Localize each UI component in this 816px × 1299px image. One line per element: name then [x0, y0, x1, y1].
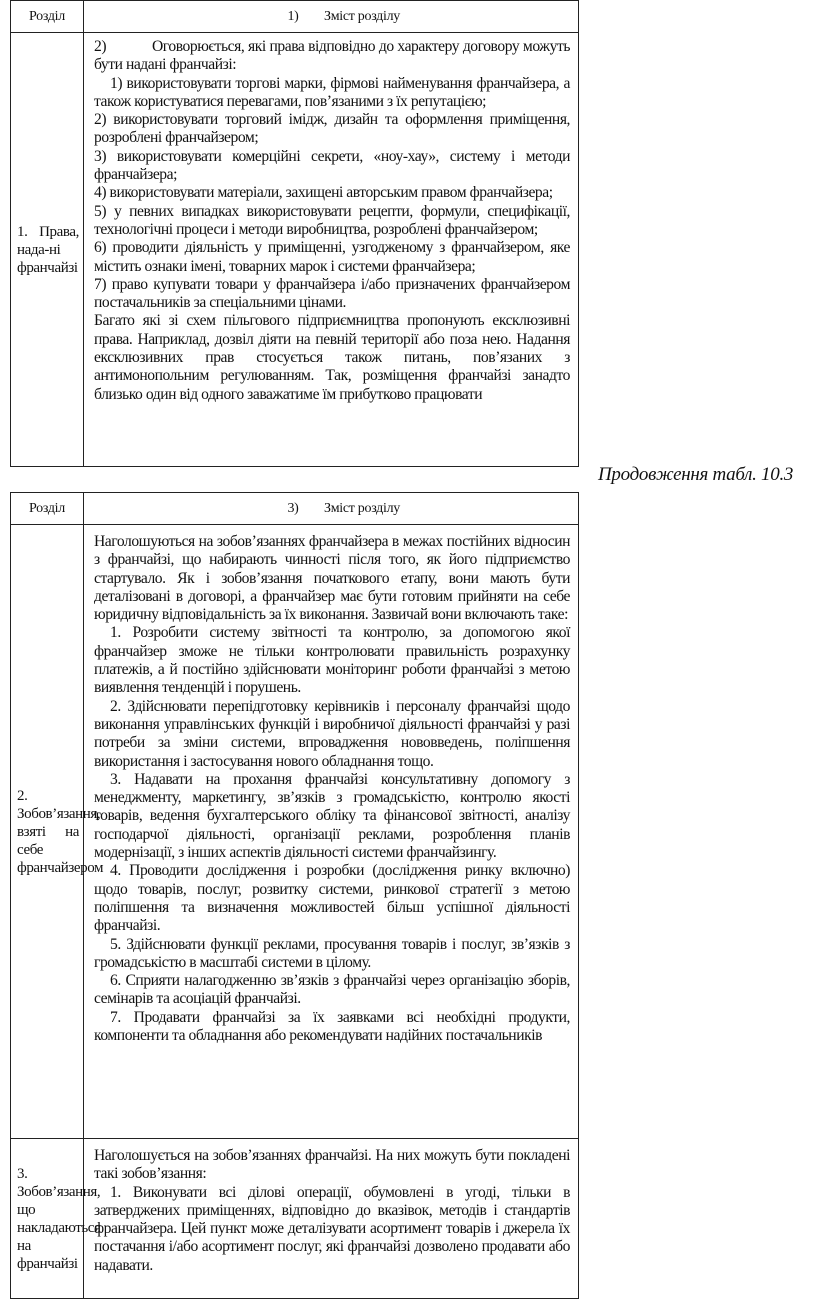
intro-text: Оговорюється, які права відповідно до характеру договору можуть бути надані франчайзі:	[94, 38, 570, 74]
list-item: 4) використовувати матеріали, захищені авторським правом франчайзера;	[94, 184, 553, 202]
table-row	[11, 525, 579, 1139]
section-cell: 3. Зобов’язання, що накладаються на франчайзі	[11, 1139, 84, 1299]
list-item: 2) використовувати торговий імідж, дизайн та оформлення приміщення, розроблені франчайзером;	[94, 111, 570, 147]
content-cell	[84, 33, 579, 467]
closing-paragraph: Багато які зі схем пільгового підприємництва пропонують ексклюзивні права. Наприклад, дозвіл діяти на певній території або поза нею. Надання ексклюзивних прав стосується також питань, пов’язаних з антимонопольним регулюванням. Так, розміщення франчайзі занадто близько один від одного заважатиме їм прибутково працювати	[94, 312, 570, 403]
intro-number: 2)	[94, 38, 107, 55]
list-item: 5. Здійснювати функції реклами, просування товарів і послуг, зв’язків з громадськістю в масштабі системи в цілому.	[94, 935, 570, 971]
list-item: 1. Виконувати всі ділові операції, обумовлені в угоді, тільки в затверджених приміщеннях, відповідно до вказівок, методів і стандартів франчайзера. Цей пункт може деталізувати асортимент товарів і джерела їх постачання і/або асортимент послуг, які франчайзі дозволено продавати або надавати.	[94, 1183, 570, 1274]
section-cell: 2. Зобов’язання, взяті на себе франчайзером	[11, 525, 84, 1139]
list-item: 3) використовувати комерційні секрети, «ноу-хау», систему і методи франчайзера;	[94, 147, 570, 184]
header-number: 3)	[287, 500, 299, 516]
content-cell	[84, 1139, 579, 1299]
header-section: Розділ	[11, 493, 84, 525]
header-number: 1)	[287, 8, 299, 24]
content-cell	[84, 525, 579, 1139]
intro-paragraph: Наголошується на зобов’язаннях франчайзі. На них можуть бути покладені такі зобов’язання:	[94, 1147, 570, 1183]
header-content	[84, 493, 579, 525]
header-content-label: Зміст розділу	[324, 8, 400, 24]
table-header-row	[11, 1, 579, 33]
rights-table	[10, 0, 579, 467]
obligations-table	[10, 492, 579, 1299]
list-item: 6) проводити діяльність у приміщенні, узгодженому з франчайзером, яке містить ознаки імені, товарних марок і системи франчайзера;	[94, 239, 570, 275]
list-item: 7. Продавати франчайзі за їх заявками всі необхідні продукти, компоненти та обладнання або рекомендувати надійних постачальників	[94, 1008, 570, 1045]
intro-paragraph: Наголошуються на зобов’язаннях франчайзера в межах постійних відносин з франчайзі, що набирають чинності після того, як його підприємство стартувало. Як і зобов’язання початкового етапу, вони мають бути деталізовані в договорі, а франчайзер має бути готовим прийняти на себе юридичну відповідальність за їх виконання. Зазвичай вони включають таке:	[94, 533, 570, 624]
list-item: 1) використовувати торгові марки, фірмові найменування франчайзера, а також користуватися перевагами, пов’язаними з їх репутацією;	[94, 74, 570, 110]
list-item: 6. Сприяти налагодженню зв’язків з франчайзі через організацію зборів, семінарів та асоціацій франчайзі.	[94, 972, 570, 1008]
section-cell: 1. Права, нада-ні франчайзі	[11, 33, 84, 467]
table-caption: Продовження табл. 10.3	[598, 464, 794, 485]
list-item: 4. Проводити дослідження і розробки (дослідження ринку включно) щодо товарів, послуг, розвитку системи, ринкової стратегії з метою поліпшення та визначення можливостей більш успішної діяльності франчайзі.	[94, 862, 570, 935]
intro-paragraph	[94, 38, 570, 75]
list-item: 1. Розробити систему звітності та контролю, за допомогою якої франчайзер зможе не тільки контролювати правильність розрахунку платежів, а й постійно здійснювати моніторинг роботи франчайзі з метою виявлення тенденцій і порушень.	[94, 624, 570, 697]
list-item: 3. Надавати на прохання франчайзі консультативну допомогу з менеджменту, маркетингу, зв’язків з громадськістю, контролю якості товарів, ведення бухгалтерського обліку та фінансової звітності, аналізу господарчої діяльності, організації реклами, розроблення планів модернізації, з інших аспектів діяльності системи франчайзингу.	[94, 770, 570, 862]
list-item: 5) у певних випадках використовувати рецепти, формули, специфікації, технологічні процеси і методи виробництва, розроблені франчайзером;	[94, 202, 570, 238]
header-content-label: Зміст розділу	[324, 500, 400, 516]
table-row	[11, 33, 579, 467]
list-item: 2. Здійснювати перепідготовку керівників і персоналу франчайзі щодо виконання управлінських функцій і виробничої діяльності франчайзі у разі потреби за зміни системи, впровадження нововведень, поліпшення використання і застосування нового обладнання тощо.	[94, 697, 570, 770]
table-row	[11, 1139, 579, 1299]
list-item: 7) право купувати товари у франчайзера і/або призначених франчайзером постачальників за спеціальними цінами.	[94, 275, 570, 312]
header-content	[84, 1, 579, 33]
header-section: Розділ	[11, 1, 84, 33]
table-header-row	[11, 493, 579, 525]
